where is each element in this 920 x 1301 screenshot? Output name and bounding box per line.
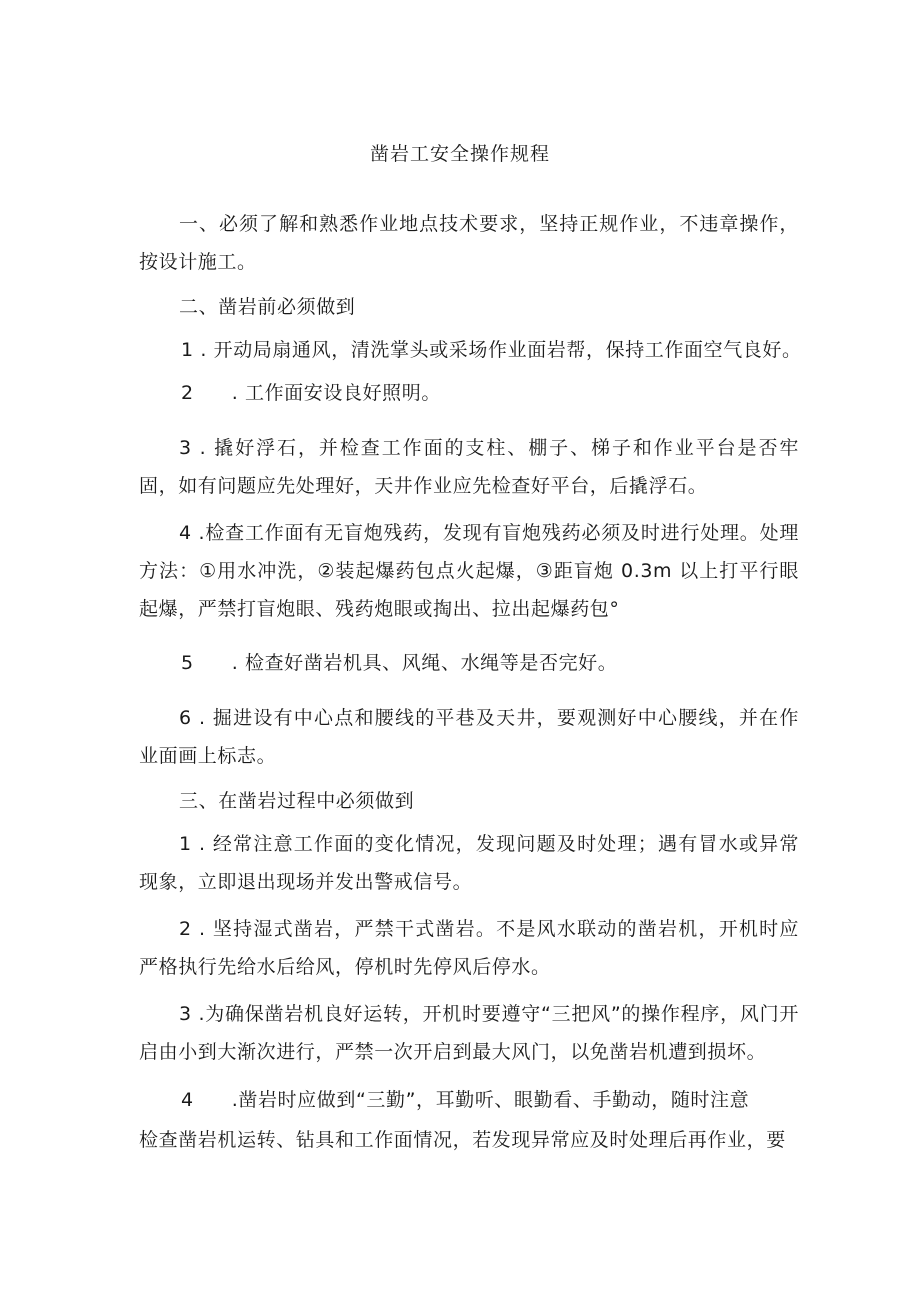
- section-heading-2: 二、凿岩前必须做到: [179, 296, 356, 318]
- section-heading-3: 三、在凿岩过程中必须做到: [179, 790, 415, 812]
- item-2-2: [181, 380, 861, 406]
- document-title: 凿岩工安全操作规程: [369, 143, 550, 165]
- item-number: 2: [181, 382, 194, 404]
- item-2-4: 4 .检查工作面有无盲炮残药，发现有盲炮残药必须及时进行处理。处理方法：①用水冲洗，②装起爆药包点火起爆，③距盲炮 0.3m 以上打平行眼起爆，严禁打盲炮眼、残药炮眼或掏出、拉出起爆药包°: [139, 522, 799, 620]
- item-3-2: 2 . 坚持湿式凿岩，严禁干式凿岩。不是风水联动的凿岩机，开机时应严格执行先给水后给风，停机时先停风后停水。: [139, 918, 799, 978]
- item-2-1: 1 . 开动局扇通风，清洗掌头或采场作业面岩帮，保持工作面空气良好。: [181, 339, 802, 361]
- item-3-4-continued: 检查凿岩机运转、钻具和工作面情况，若发现异常应及时处理后再作业，要: [139, 1129, 786, 1151]
- item-number: 5: [181, 652, 194, 674]
- item-text: . 检查好凿岩机具、风绳、水绳等是否完好。: [231, 652, 618, 674]
- item-3-4: [181, 1087, 861, 1113]
- item-2-6: 6 . 掘进设有中心点和腰线的平巷及天井，要观测好中心腰线，并在作业面画上标志。: [139, 707, 799, 767]
- item-3-1: 1 . 经常注意工作面的变化情况，发现问题及时处理；遇有冒水或异常现象，立即退出现场并发出警戒信号。: [139, 833, 799, 893]
- item-text: .凿岩时应做到“三勤”，耳勤听、眼勤看、手勤动，随时注意: [231, 1089, 750, 1111]
- item-text: . 工作面安设良好照明。: [231, 382, 441, 404]
- item-2-3: 3 . 撬好浮石，并检查工作面的支柱、棚子、梯子和作业平台是否牢固，如有问题应先处理好，天井作业应先检查好平台，后撬浮石。: [139, 437, 799, 497]
- item-number: 4: [181, 1089, 194, 1111]
- item-3-3: 3 .为确保凿岩机良好运转，开机时要遵守“三把风”的操作程序，风门开启由小到大渐次进行，严禁一次开启到最大风门，以免凿岩机遭到损坏。: [139, 1003, 799, 1063]
- paragraph-1: 一、必须了解和熟悉作业地点技术要求，坚持正规作业，不违章操作，按设计施工。: [139, 213, 799, 273]
- item-2-5: [181, 650, 861, 676]
